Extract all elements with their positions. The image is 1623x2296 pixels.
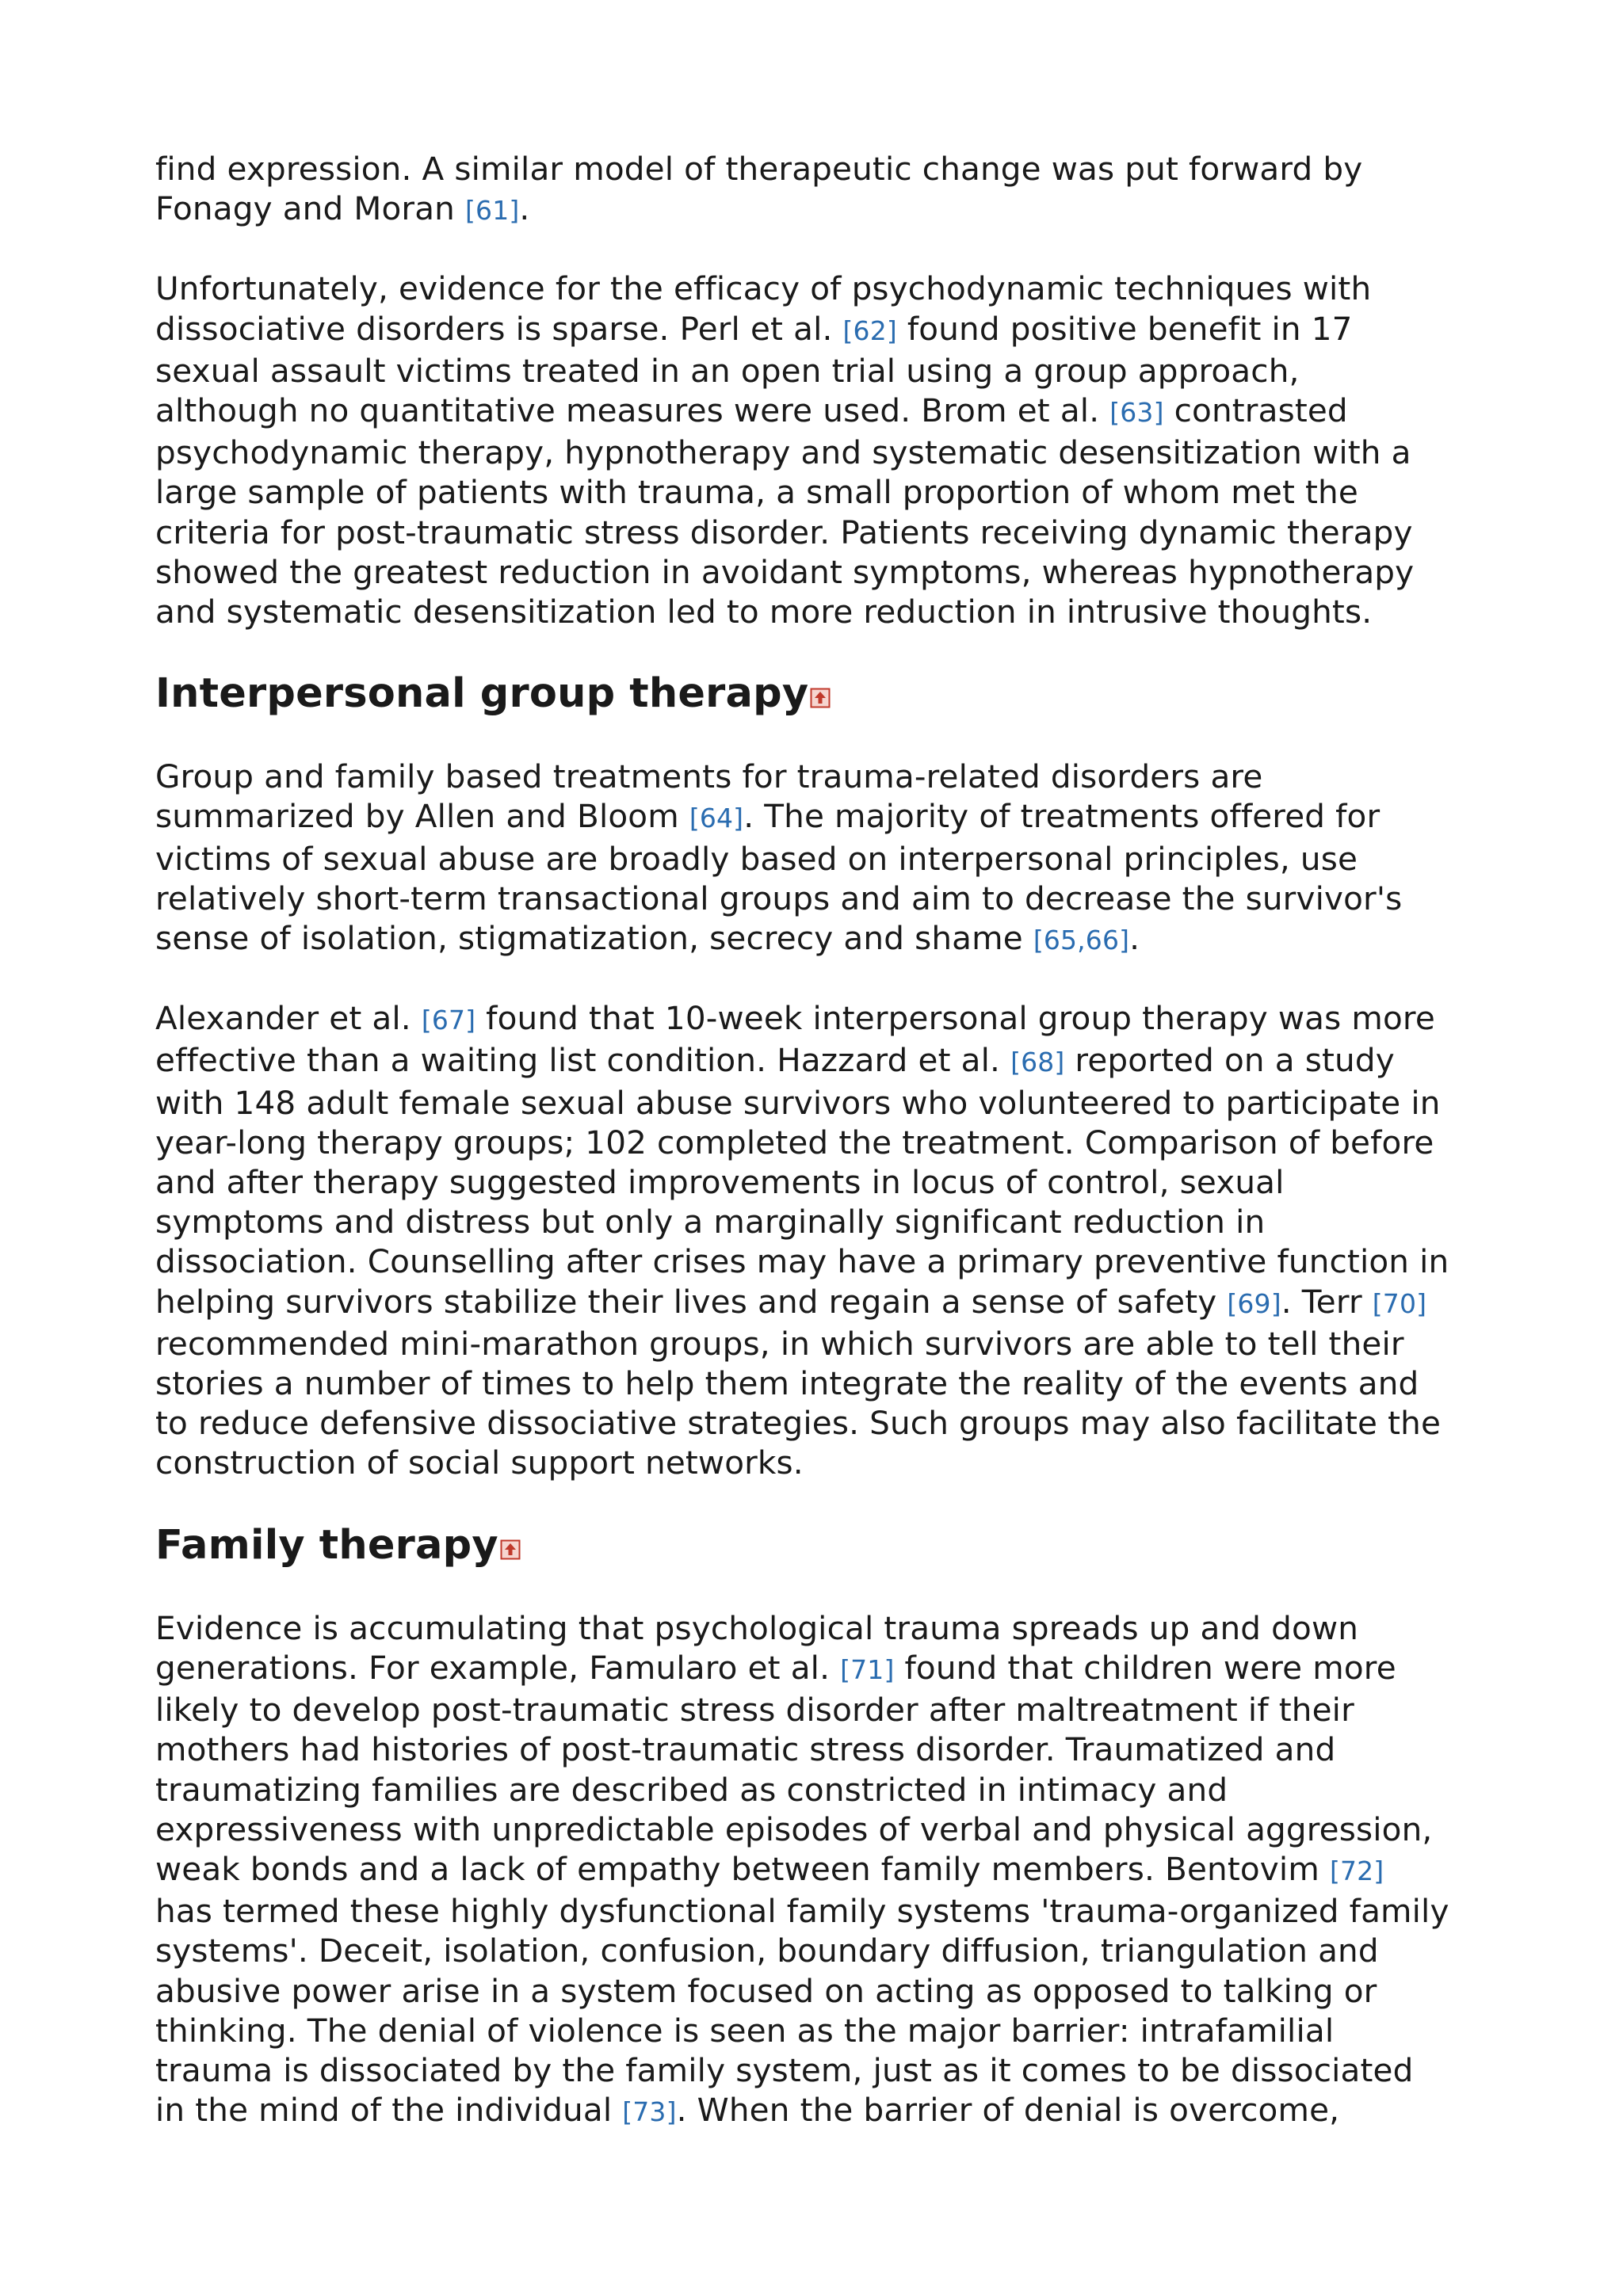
reference-link[interactable]: [62] [842, 315, 897, 346]
text-run: expressiveness with unpredictable episodes of verbal and physical aggression, [155, 1810, 1433, 1848]
text-line [155, 2050, 1487, 2090]
text-run: sense of isolation, stigmatization, secrecy and shame [155, 919, 1033, 958]
text-run: . [1129, 919, 1140, 958]
text-line [155, 309, 1487, 351]
text-run: sexual assault victims treated in an open trial using a group approach, [155, 351, 1300, 390]
text-run: has termed these highly dysfunctional family systems 'trauma-organized family [155, 1892, 1449, 1931]
text-run: systems'. Deceit, isolation, confusion, boundary diffusion, triangulation and [155, 1932, 1379, 1970]
text-line [155, 189, 1487, 231]
text-line [155, 2090, 1487, 2132]
reference-link[interactable]: [69] [1227, 1287, 1281, 1319]
text-line [155, 391, 1487, 433]
paragraph [155, 757, 1487, 960]
text-run: showed the greatest reduction in avoidant symptoms, whereas hypnotherapy [155, 552, 1415, 591]
text-run: Alexander et al. [155, 999, 422, 1038]
text-line [155, 1443, 1487, 1482]
text-line [155, 1040, 1487, 1082]
reference-link[interactable]: [64] [689, 803, 744, 834]
text-line [155, 1608, 1487, 1648]
text-line [155, 998, 1487, 1040]
text-run: Unfortunately, evidence for the efficacy of psychodynamic techniques with [155, 269, 1372, 308]
text-run: found positive benefit in 17 [896, 309, 1353, 348]
text-line [155, 351, 1487, 391]
text-run: symptoms and distress but only a marginally significant reduction in [155, 1203, 1266, 1241]
text-run: stories a number of times to help them integrate the reality of the events and [155, 1364, 1419, 1403]
text-run: and after therapy suggested improvements in locus of control, sexual [155, 1163, 1285, 1202]
text-line [155, 1403, 1487, 1443]
reference-link[interactable]: [65,66] [1033, 925, 1130, 956]
text-run: dissociative disorders is sparse. Perl et al. [155, 309, 843, 348]
text-run: relatively short-term transactional groups and aim to decrease the survivor's [155, 879, 1403, 917]
text-line [155, 1363, 1487, 1403]
text-line [155, 269, 1487, 308]
text-line [155, 472, 1487, 512]
back-to-top-icon[interactable] [500, 1523, 521, 1543]
text-line [155, 879, 1487, 918]
text-line [155, 1849, 1487, 1891]
text-run: construction of social support networks. [155, 1444, 804, 1482]
text-line [155, 1971, 1487, 2011]
text-run: mothers had histories of post-traumatic stress disorder. Traumatized and [155, 1730, 1336, 1769]
text-run: weak bonds and a lack of empathy between family members. Bentovim [155, 1849, 1330, 1888]
text-line [155, 1123, 1487, 1162]
paragraph [155, 269, 1487, 631]
text-line [155, 757, 1487, 796]
text-line [155, 552, 1487, 592]
text-run: Evidence is accumulating that psychological trauma spreads up and down [155, 1608, 1359, 1647]
reference-link[interactable]: [71] [840, 1653, 895, 1685]
paragraph [155, 1608, 1487, 2133]
text-run: reported on a study [1064, 1041, 1395, 1080]
reference-link[interactable]: [72] [1329, 1855, 1384, 1886]
text-run: found that children were more [894, 1648, 1396, 1687]
section-heading [155, 669, 1487, 719]
text-line [155, 839, 1487, 879]
section-heading-text: Family therapy [155, 1521, 498, 1569]
text-line [155, 1162, 1487, 1202]
text-run: dissociation. Counselling after crises may have a primary preventive function in [155, 1242, 1449, 1281]
text-run: . When the barrier of denial is overcome, [676, 2091, 1340, 2130]
text-run: psychodynamic therapy, hypnotherapy and systematic desensitization with a [155, 433, 1411, 472]
text-line [155, 1931, 1487, 1970]
paragraph [155, 998, 1487, 1482]
reference-link[interactable]: [68] [1010, 1047, 1065, 1078]
text-line [155, 433, 1487, 472]
text-run: summarized by Allen and Bloom [155, 797, 689, 836]
text-run: thinking. The denial of violence is seen as the major barrier: intrafamilial [155, 2011, 1335, 2050]
text-line [155, 918, 1487, 960]
text-run: helping survivors stabilize their lives and regain a sense of safety [155, 1282, 1228, 1321]
back-to-top-icon[interactable] [810, 671, 831, 692]
text-run: although no quantitative measures were used. Brom et al. [155, 391, 1110, 430]
text-run: large sample of patients with trauma, a small proportion of whom met the [155, 473, 1358, 512]
text-run: Fonagy and Moran [155, 189, 466, 228]
text-run: trauma is dissociated by the family system, just as it comes to be dissociated [155, 2050, 1414, 2089]
text-run: traumatizing families are described as constricted in intimacy and [155, 1770, 1228, 1809]
text-line [155, 592, 1487, 631]
text-run: recommended mini-marathon groups, in which survivors are able to tell their [155, 1324, 1404, 1363]
reference-link[interactable]: [73] [622, 2096, 677, 2128]
reference-link[interactable]: [70] [1372, 1287, 1427, 1319]
text-line [155, 1730, 1487, 1769]
text-run: generations. For example, Famularo et al. [155, 1648, 841, 1687]
text-line [155, 1324, 1487, 1363]
text-run: likely to develop post-traumatic stress disorder after maltreatment if their [155, 1691, 1354, 1730]
text-line [155, 1770, 1487, 1810]
text-run: . The majority of treatments offered for [743, 797, 1381, 836]
text-run: to reduce defensive dissociative strategies. Such groups may also facilitate the [155, 1404, 1442, 1443]
text-run: criteria for post-traumatic stress disorder. Patients receiving dynamic therapy [155, 513, 1413, 551]
text-line [155, 2011, 1487, 2050]
section-heading-text: Interpersonal group therapy [155, 670, 809, 718]
text-run: find expression. A similar model of therapeutic change was put forward by [155, 150, 1363, 188]
text-line [155, 1810, 1487, 1849]
paragraph [155, 149, 1487, 231]
reference-link[interactable]: [61] [465, 195, 520, 227]
text-run: found that 10-week interpersonal group therapy was more [475, 999, 1435, 1038]
text-line [155, 1690, 1487, 1730]
text-run: . Terr [1281, 1282, 1373, 1321]
reference-link[interactable]: [67] [421, 1005, 476, 1036]
text-line [155, 1083, 1487, 1123]
text-run: effective than a waiting list condition. Hazzard et al. [155, 1041, 1011, 1080]
text-line [155, 796, 1487, 838]
text-run: with 148 adult female sexual abuse survivors who volunteered to participate in [155, 1083, 1441, 1122]
text-run: Group and family based treatments for trauma-related disorders are [155, 757, 1263, 796]
article-body [155, 149, 1487, 2170]
text-line [155, 1202, 1487, 1241]
text-line [155, 1282, 1487, 1324]
text-line [155, 513, 1487, 552]
text-run: contrasted [1163, 391, 1348, 430]
text-line [155, 1648, 1487, 1690]
text-run: victims of sexual abuse are broadly based on interpersonal principles, use [155, 839, 1358, 878]
section-heading [155, 1521, 1487, 1570]
reference-link[interactable]: [63] [1109, 397, 1164, 429]
text-line [155, 1891, 1487, 1931]
text-run: in the mind of the individual [155, 2091, 623, 2130]
text-run: year-long therapy groups; 102 completed the treatment. Comparison of before [155, 1123, 1434, 1161]
text-run: . [519, 189, 530, 228]
text-run: abusive power arise in a system focused on acting as opposed to talking or [155, 1971, 1377, 2010]
text-run: and systematic desensitization led to more reduction in intrusive thoughts. [155, 593, 1373, 631]
text-line [155, 1241, 1487, 1281]
text-line [155, 149, 1487, 189]
